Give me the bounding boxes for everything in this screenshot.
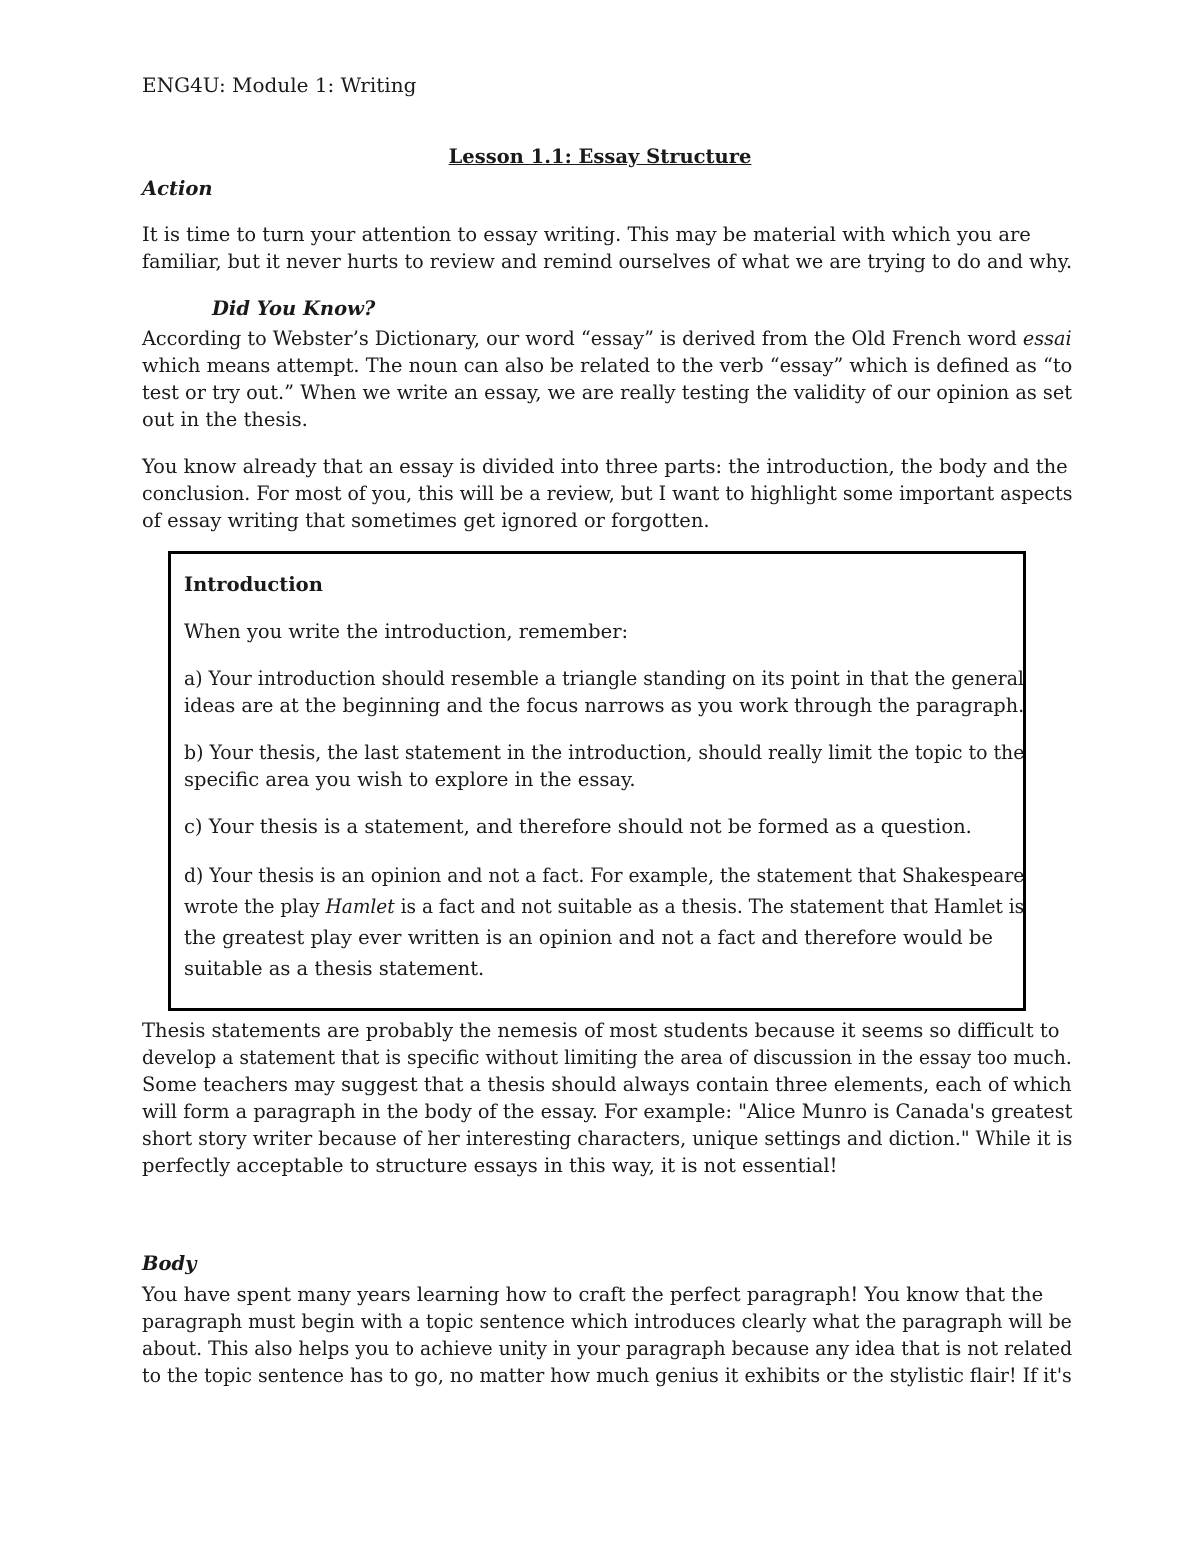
text-line: d) Your thesis is an opinion and not a fact. For example, the statement that Shakespeare: [184, 864, 1025, 887]
text-line: which means attempt. The noun can also be related to the verb “essay” which is defined as “to: [142, 354, 1073, 377]
text-run: wrote the play: [184, 895, 326, 918]
course-header: ENG4U: Module 1: Writing: [142, 73, 417, 97]
text-line: will form a paragraph in the body of the essay. For example: "Alice Munro is Canada's greatest: [142, 1100, 1073, 1123]
intro-point-d: [184, 860, 1024, 984]
text-line: of essay writing that sometimes get ignored or forgotten.: [142, 509, 710, 532]
text-line: suitable as a thesis statement.: [184, 957, 485, 980]
body-paragraph: [142, 1281, 1072, 1389]
lesson-title: Lesson 1.1: Essay Structure: [448, 145, 752, 168]
text-line: to the topic sentence has to go, no matter how much genius it exhibits or the stylistic flair! If it's: [142, 1364, 1072, 1387]
essai-term: essai: [1022, 327, 1072, 350]
text-line: Thesis statements are probably the nemesis of most students because it seems so difficult to: [142, 1019, 1060, 1042]
introduction-box: [168, 551, 1026, 1011]
text-line: the greatest play ever written is an opinion and not a fact and therefore would be: [184, 926, 993, 949]
action-heading: Action: [142, 177, 213, 200]
introduction-heading: Introduction: [184, 573, 323, 596]
text-line: short story writer because of her interesting characters, unique settings and diction." While it is: [142, 1127, 1073, 1150]
text-line: about. This also helps you to achieve unity in your paragraph because any idea that is not related: [142, 1337, 1073, 1360]
did-you-know-paragraph: [142, 325, 1072, 433]
essay-parts-paragraph: [142, 453, 1072, 534]
text-line: [142, 325, 1072, 352]
hamlet-title: Hamlet: [325, 895, 395, 918]
body-heading: Body: [142, 1252, 197, 1275]
text-line: test or try out.” When we write an essay, we are really testing the validity of our opinion as set: [142, 381, 1073, 404]
text-line: conclusion. For most of you, this will be a review, but I want to highlight some important aspects: [142, 482, 1073, 505]
text-line: ideas are at the beginning and the focus narrows as you work through the paragraph.: [184, 694, 1025, 717]
text-line: You have spent many years learning how to craft the perfect paragraph! You know that the: [142, 1283, 1044, 1306]
text-run: is a fact and not suitable as a thesis. The statement that Hamlet is: [394, 895, 1025, 918]
did-you-know-heading: Did You Know?: [212, 297, 376, 320]
intro-point-a: [184, 665, 1024, 719]
intro-point-b: [184, 739, 1024, 793]
intro-point-c: c) Your thesis is a statement, and therefore should not be formed as a question.: [184, 815, 972, 838]
text-line: [184, 891, 1025, 922]
text-line: familiar, but it never hurts to review and remind ourselves of what we are trying to do and why.: [142, 250, 1073, 273]
introduction-lead: When you write the introduction, remember:: [184, 620, 629, 643]
text-line: develop a statement that is specific without limiting the area of discussion in the essay too much.: [142, 1046, 1072, 1069]
text-line: specific area you wish to explore in the essay.: [184, 768, 636, 791]
text-line: paragraph must begin with a topic sentence which introduces clearly what the paragraph will be: [142, 1310, 1072, 1333]
action-paragraph: [142, 221, 1072, 275]
text-line: out in the thesis.: [142, 408, 308, 431]
thesis-paragraph: [142, 1017, 1072, 1179]
text-line: Some teachers may suggest that a thesis should always contain three elements, each of which: [142, 1073, 1072, 1096]
text-run: According to Webster’s Dictionary, our word “essay” is derived from the Old French word: [142, 327, 1023, 350]
text-line: a) Your introduction should resemble a triangle standing on its point in that the general: [184, 667, 1024, 690]
text-line: It is time to turn your attention to essay writing. This may be material with which you are: [142, 223, 1031, 246]
text-line: You know already that an essay is divided into three parts: the introduction, the body and the: [142, 455, 1068, 478]
text-line: perfectly acceptable to structure essays in this way, it is not essential!: [142, 1154, 838, 1177]
text-line: b) Your thesis, the last statement in the introduction, should really limit the topic to the: [184, 741, 1025, 764]
